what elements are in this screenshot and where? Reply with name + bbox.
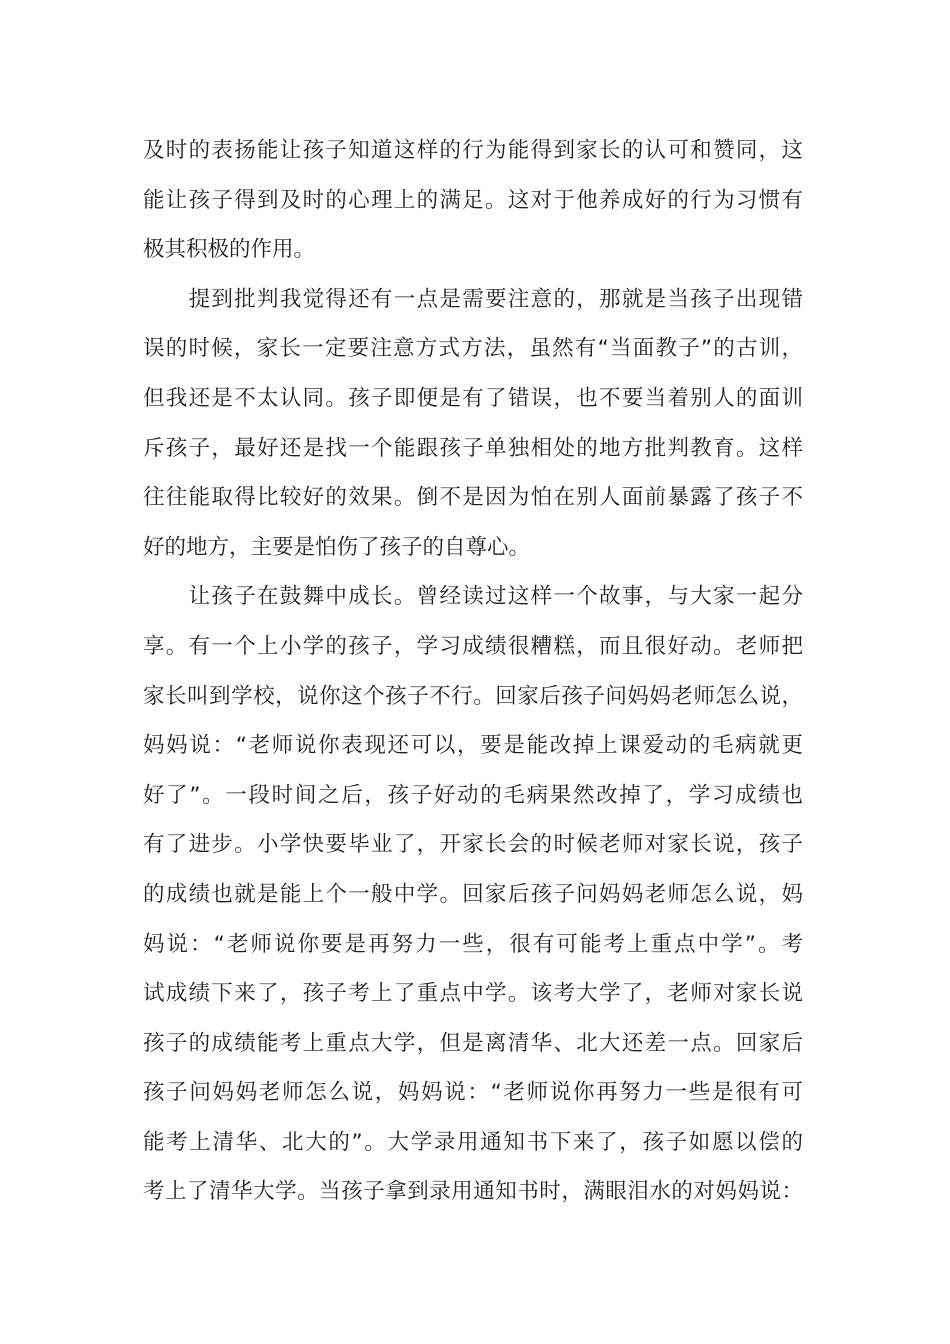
text-line: 的成绩也就是能上个一般中学。回家后孩子问妈妈老师怎么说，妈 (143, 881, 803, 907)
text-line: 提到批判我觉得还有一点是需要注意的，那就是当孩子出现错 (143, 286, 803, 312)
text-line: 有了进步。小学快要毕业了，开家长会的时候老师对家长说，孩子 (143, 832, 803, 858)
text-line: 极其积极的作用。 (143, 237, 316, 263)
text-line: 家长叫到学校，说你这个孩子不行。回家后孩子问妈妈老师怎么说， (143, 683, 803, 709)
text-line: 斥孩子，最好还是找一个能跟孩子单独相处的地方批判教育。这样 (143, 435, 803, 461)
text-line: 往往能取得比较好的效果。倒不是因为怕在别人面前暴露了孩子不 (143, 485, 803, 511)
text-line: 但我还是不太认同。孩子即便是有了错误，也不要当着别人的面训 (143, 385, 803, 411)
text-line: 孩子问妈妈老师怎么说，妈妈说：“老师说你再努力一些是很有可 (143, 1080, 803, 1106)
text-line: 试成绩下来了，孩子考上了重点中学。该考大学了，老师对家长说 (143, 981, 803, 1007)
text-line: 好了”。一段时间之后，孩子好动的毛病果然改掉了，学习成绩也 (143, 782, 803, 808)
text-line: 误的时候，家长一定要注意方式方法，虽然有“当面教子”的古训， (143, 336, 803, 362)
text-line: 及时的表扬能让孩子知道这样的行为能得到家长的认可和赞同，这 (143, 138, 803, 163)
text-line: 能考上清华、北大的”。大学录用通知书下来了，孩子如愿以偿的 (143, 1129, 803, 1155)
paragraph-praise (143, 126, 803, 275)
text-line: 考上了清华大学。当孩子拿到录用通知书时，满眼泪水的对妈妈说： (143, 1179, 803, 1205)
text-line: 好的地方，主要是怕伤了孩子的自尊心。 (143, 534, 531, 560)
document-page (143, 126, 803, 1217)
text-line: 妈说：“老师说你要是再努力一些，很有可能考上重点中学”。考 (143, 931, 803, 957)
paragraph-encouragement-story (143, 572, 803, 1217)
text-line: 能让孩子得到及时的心理上的满足。这对于他养成好的行为习惯有 (143, 187, 803, 213)
text-line: 享。有一个上小学的孩子，学习成绩很糟糕，而且很好动。老师把 (143, 633, 803, 659)
text-line: 孩子的成绩能考上重点大学，但是离清华、北大还差一点。回家后 (143, 1030, 803, 1056)
text-line: 让孩子在鼓舞中成长。曾经读过这样一个故事，与大家一起分 (143, 584, 803, 610)
text-line: 妈妈说：“老师说你表现还可以，要是能改掉上课爱动的毛病就更 (143, 733, 803, 759)
paragraph-criticism (143, 275, 803, 573)
